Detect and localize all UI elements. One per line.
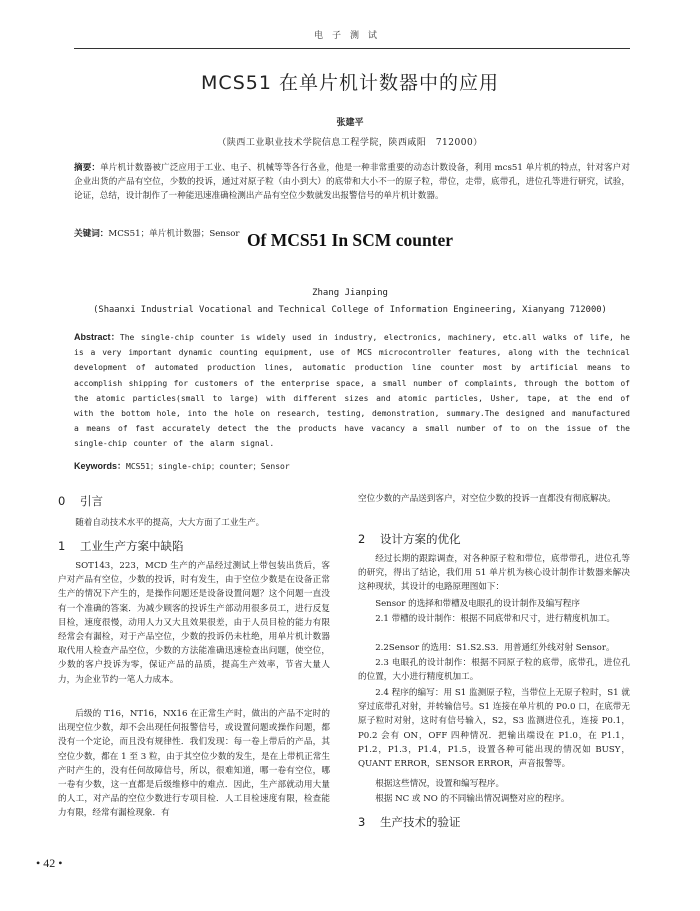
- section-3-heading: [358, 815, 461, 829]
- section-2-paragraph-2: Sensor 的选择和带槽及电眼孔的设计制作及编写程序: [375, 599, 580, 609]
- section-1-heading: [58, 539, 184, 553]
- english-affiliation: (Shaanxi Industrial Vocational and Technical College of Information Engineering, Xianyang 712000): [93, 305, 607, 315]
- section-1-title: 工业生产方案中缺陷: [80, 539, 184, 553]
- section-3-number: 3: [358, 815, 366, 829]
- section-1-paragraph-1: SOT143，223，MCD 生产的产品经过测试上带包装出货后，客户对产品有空位，少数的投诉，时有发生，由于空位少数是在设备正常生产的情况下产生的，是操作问题还是设备设置问题？这个问题一直没有一个准确的答案．为减少顾客的投诉生产部动用很多员工，进行反复目检，速度很慢，动用人力又大且效果很差，由于人员目检的能力有限经常会有漏检，对于产品空位，少数的投诉仍未杜绝，用单片机计数器取代用人检查产品空位，少数的方法能准确迅速检查出问题，使空位，少数的客户投诉为零，保证产品的品质，提高生产效率，节省大量人力，为企业节约一笔人力成本。: [58, 561, 330, 685]
- english-keywords-label: Keywords：: [74, 461, 127, 471]
- section-0-number: 0: [58, 494, 66, 508]
- section-3-title: 生产技术的验证: [380, 815, 461, 829]
- section-2-paragraph-4: 2.2Sensor 的选用：S1.S2.S3．用普通红外线对射 Sensor。: [375, 643, 615, 653]
- section-2-paragraph-6: 2.4 程序的编写：用 S1 监测原子粒，当带位上无原子粒时，S1 就穿过底带孔对射，并转输信号。S1 连接在单片机的 P0.0 口，在底带无原子粒时对射，这时有信号输入，S2，S3 监测进位孔，连接 P0.1，P0.2 会有 ON，OFF 四种情况．把输出端设在 P1.0，在 P1.1，P1.2，P1.3，P1.4，P1.5，设置各种可能出现的情况如 BUSY，QUANT ERROR，SENSOR ERROR，声音报警等。: [358, 688, 630, 770]
- english-keywords: [74, 459, 630, 472]
- section-2-paragraph-8: 根据 NC 或 NO 的不同输出情况调整对应的程序。: [375, 794, 570, 804]
- section-1-number: 1: [58, 539, 66, 553]
- section-1-paragraph-2: 后级的 T16，NT16，NX16 在正常生产时，做出的产品不定时的出现空位少数，却不会出现任何报警信号，或设置问题或操作问题，都没有一个定论，而且没有规律性．我们发现：每一卷上带后的产品，其空位少数，都在 1 至 3 粒，由于其空位少数的发生，是在上带机正常生产时产生的，没有任何故障信号，所以，很难知道，哪一卷有空位，哪一卷有少数，这一直都是后级维修中的难点．因此，生产部就动用大量的人工，对产品的空位少数进行专项目检．人工目检速度有限，检查能力有限，经常有漏检现象．有: [58, 709, 330, 819]
- chinese-keywords-text: MCS51；单片机计数器；Sensor: [108, 229, 240, 239]
- section-0-heading: [58, 494, 103, 508]
- section-0-paragraph: 随着自动技术水平的提高，大大方面了工业生产。: [75, 518, 265, 528]
- section-0-title: 引言: [80, 494, 103, 508]
- section-2-heading: [358, 532, 461, 546]
- chinese-abstract: [74, 162, 630, 204]
- section-2-paragraph-1: 经过长期的跟踪调查，对各种原子粒和带位，底带带孔，进位孔等的研究，得出了结论，我们用 51 单片机为核心设计制作计数器来解决这种现状，其设计的电路原理图如下：: [358, 554, 630, 593]
- right-continuation-paragraph: 空位少数的产品送到客户，对空位少数的投诉一直都没有彻底解决。: [358, 494, 616, 504]
- chinese-affiliation: （陕西工业职业技术学院信息工程学院，陕西咸阳 712000）: [217, 138, 483, 148]
- header-rule: [74, 48, 630, 49]
- chinese-abstract-label: 摘要：: [74, 163, 101, 173]
- chinese-title: MCS51 在单片机计数器中的应用: [201, 72, 499, 94]
- english-author: Zhang Jianping: [312, 288, 388, 298]
- english-abstract-label: Abstract：: [74, 332, 120, 342]
- english-title: Of MCS51 In SCM counter: [246, 230, 454, 250]
- section-2-paragraph-5: 2.3 电眼孔的设计制作：根据不同原子粒的底带，底带孔，进位孔的位置，大小进行精度机加工。: [358, 658, 630, 683]
- chinese-keywords-label: 关键词：: [74, 229, 109, 239]
- section-2-paragraph-3: 2.1 带槽的设计制作：根据不同底带和尺寸，进行精度机加工。: [375, 614, 616, 624]
- page-number: • 42 •: [36, 856, 63, 870]
- english-abstract: [74, 330, 630, 452]
- running-head: 电子测试: [313, 31, 386, 41]
- chinese-abstract-text: 单片机计数器被广泛应用于工业、电子、机械等等各行各业，他是一种非常重要的动态计数设备，利用 mcs51 单片机的特点，针对客户对企业出货的产品有空位，少数的投诉，通过对原子粒（由小到大）的底带和大小不一的原子粒，带位，走带，底带孔，进位孔等进行研究，试验，论证，总结，设计制作了一种能迅速准确检测出产品有空位少数就发出报警信号的单片机计数器。: [74, 163, 630, 201]
- english-keywords-text: MCS51；single-chip；counter；Sensor: [126, 462, 290, 471]
- section-2-paragraph-7: 根据这些情况，设置和编写程序。: [375, 779, 505, 789]
- english-abstract-text: The single-chip counter is widely used in industry, electronics, machinery, etc.all walks of life, he is a very important dynamic counting equipment, use of MCS microcontroller features, along with the technical development of automated production lines, automatic production line counter most by artificial means to accomplish shipping for customers of the enterprise space, a small number of complaints, through the bottom of the atomic particles(small to large) with different sizes and atomic particles, Usher, tape, at the end of with the bottom hole, into the hole on research, testing, demonstration, summary.The designed and manufactured a means of fast accurately detect the the products have vacancy a small number of to on the issue of the single-chip counter of the alarm signal.: [74, 333, 630, 449]
- section-2-number: 2: [358, 532, 366, 546]
- section-2-title: 设计方案的优化: [380, 532, 461, 546]
- chinese-author: 张建平: [336, 118, 364, 128]
